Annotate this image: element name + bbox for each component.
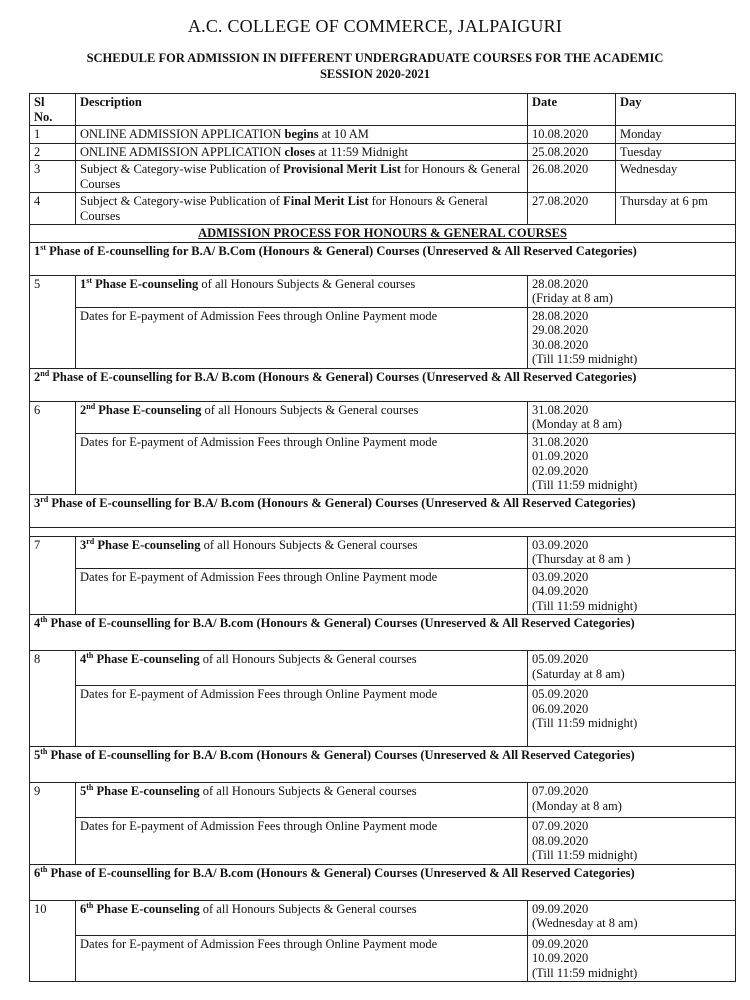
table-row xyxy=(30,568,736,615)
phase-heading-row xyxy=(30,864,736,900)
row-date: 10.08.2020 xyxy=(528,126,616,144)
phase-heading xyxy=(30,747,736,783)
counsel-description xyxy=(76,401,528,433)
phase-ordinal-suffix: st xyxy=(40,242,47,252)
payment-date-cell xyxy=(528,935,736,982)
counsel-bold: Phase E-counseling xyxy=(93,652,200,666)
counsel-day: (Wednesday at 8 am) xyxy=(532,916,638,930)
counsel-day: (Friday at 8 am) xyxy=(532,291,613,305)
counsel-ordinal: 6 xyxy=(80,901,87,916)
payment-date-cell xyxy=(528,568,736,615)
counsel-bold: Phase E-counseling xyxy=(94,537,201,552)
counsel-bold: Phase E-counseling xyxy=(92,276,199,291)
counsel-description xyxy=(76,536,528,568)
phase-ordinal-suffix: rd xyxy=(40,494,49,504)
table-row xyxy=(30,686,736,747)
phase-ordinal: 6 xyxy=(34,865,41,880)
payment-date: 07.09.2020 xyxy=(532,819,589,833)
spacer-row xyxy=(30,527,736,536)
col-header-sl-line2: No. xyxy=(34,109,53,124)
payment-date: 10.09.2020 xyxy=(532,951,589,965)
row-sl: 2 xyxy=(30,143,76,161)
row-sl: 6 xyxy=(30,401,76,494)
counsel-ordinal: 5 xyxy=(80,784,87,798)
subtitle-line-2: SESSION 2020-2021 xyxy=(319,67,431,81)
payment-date: 02.09.2020 xyxy=(532,463,589,478)
payment-description: Dates for E-payment of Admission Fees through Online Payment mode xyxy=(76,433,528,494)
phase-heading-row xyxy=(30,747,736,783)
table-row xyxy=(30,651,736,686)
counsel-date: 07.09.2020 xyxy=(532,784,589,798)
counsel-date: 05.09.2020 xyxy=(532,652,589,666)
phase-heading-text: Phase of E-counselling for B.A/ B.com (Honours & General) Courses (Unreserved & All Reserved Categories) xyxy=(49,369,637,384)
phase-heading-row xyxy=(30,494,736,527)
desc-text: Subject & Category-wise Publication of xyxy=(80,194,284,208)
table-header-row xyxy=(30,94,736,126)
counsel-ordinal-suffix: nd xyxy=(86,401,96,411)
row-sl: 9 xyxy=(30,783,76,865)
payment-date: 05.09.2020 xyxy=(532,687,589,701)
payment-till: (Till 11:59 midnight) xyxy=(532,848,638,862)
table-row xyxy=(30,401,736,433)
desc-text: ONLINE ADMISSION APPLICATION xyxy=(80,144,285,159)
counsel-ordinal-suffix: th xyxy=(86,782,94,792)
counsel-text: of all Honours Subjects & General courses xyxy=(199,784,417,798)
counsel-date-cell xyxy=(528,900,736,935)
phase-ordinal: 4 xyxy=(34,616,41,630)
payment-date: 29.08.2020 xyxy=(532,323,589,337)
payment-description: Dates for E-payment of Admission Fees through Online Payment mode xyxy=(76,935,528,982)
phase-heading xyxy=(30,864,736,900)
col-header-day: Day xyxy=(616,94,736,126)
payment-description: Dates for E-payment of Admission Fees through Online Payment mode xyxy=(76,686,528,747)
col-header-sl xyxy=(30,94,76,126)
counsel-date: 03.09.2020 xyxy=(532,537,589,552)
counsel-day: (Monday at 8 am) xyxy=(532,798,622,813)
counsel-ordinal: 2 xyxy=(80,402,87,417)
table-row xyxy=(30,143,736,161)
counsel-ordinal-suffix: th xyxy=(86,900,94,910)
counsel-day: (Saturday at 8 am) xyxy=(532,666,625,681)
counsel-date-cell xyxy=(528,783,736,818)
table-row xyxy=(30,193,736,225)
subtitle-line-1: SCHEDULE FOR ADMISSION IN DIFFERENT UNDERGRADUATE COURSES FOR THE ACADEMIC xyxy=(86,51,664,65)
phase-heading-text: Phase of E-counselling for B.A/ B.Com (Honours & General) Courses (Unreserved & All Reserved Categories) xyxy=(46,243,637,258)
phase-ordinal-suffix: th xyxy=(40,864,48,874)
payment-date-cell xyxy=(528,307,736,368)
phase-heading-text: Phase of E-counselling for B.A/ B.com (Honours & General) Courses (Unreserved & All Reserved Categories) xyxy=(47,616,635,630)
payment-till: (Till 11:59 midnight) xyxy=(532,352,638,366)
payment-till: (Till 11:59 midnight) xyxy=(532,478,638,492)
desc-text: ONLINE ADMISSION APPLICATION xyxy=(80,127,285,141)
phase-ordinal-suffix: nd xyxy=(40,368,50,378)
counsel-date-cell xyxy=(528,275,736,307)
phase-heading xyxy=(30,615,736,651)
table-row xyxy=(30,307,736,368)
payment-description: Dates for E-payment of Admission Fees through Online Payment mode xyxy=(76,307,528,368)
payment-description: Dates for E-payment of Admission Fees through Online Payment mode xyxy=(76,568,528,615)
counsel-bold: Phase E-counseling xyxy=(93,901,200,916)
phase-ordinal: 5 xyxy=(34,748,41,762)
row-sl: 7 xyxy=(30,536,76,615)
payment-date: 30.08.2020 xyxy=(532,337,589,352)
col-header-date: Date xyxy=(528,94,616,126)
spacer-cell xyxy=(30,527,736,536)
table-row xyxy=(30,433,736,494)
row-day: Monday xyxy=(616,126,736,144)
payment-till: (Till 11:59 midnight) xyxy=(532,598,638,613)
payment-date: 03.09.2020 xyxy=(532,569,589,584)
row-day: Thursday at 6 pm xyxy=(616,193,736,225)
table-row xyxy=(30,161,736,193)
row-date: 27.08.2020 xyxy=(528,193,616,225)
counsel-date: 31.08.2020 xyxy=(532,402,589,417)
counsel-date: 28.08.2020 xyxy=(532,276,589,291)
row-sl: 8 xyxy=(30,651,76,747)
row-description xyxy=(76,126,528,144)
row-sl: 4 xyxy=(30,193,76,225)
payment-date: 08.09.2020 xyxy=(532,833,589,848)
desc-text: for Honours & General Courses xyxy=(80,194,488,223)
counsel-description xyxy=(76,900,528,935)
counsel-text: of all Honours Subjects & General courses xyxy=(199,901,417,916)
desc-text: Subject & Category-wise Publication of xyxy=(80,162,284,176)
phase-ordinal: 3 xyxy=(34,495,41,510)
phase-heading-text: Phase of E-counselling for B.A/ B.com (Honours & General) Courses (Unreserved & All Reserved Categories) xyxy=(47,748,635,762)
phase-ordinal: 2 xyxy=(34,369,41,384)
counsel-date-cell xyxy=(528,401,736,433)
payment-date-cell xyxy=(528,818,736,865)
counsel-bold: Phase E-counseling xyxy=(95,402,202,417)
desc-text: at 10 AM xyxy=(318,127,369,141)
desc-bold: begins xyxy=(284,127,319,141)
counsel-bold: Phase E-counseling xyxy=(93,784,200,798)
table-row xyxy=(30,536,736,568)
row-description xyxy=(76,143,528,161)
phase-heading xyxy=(30,368,736,401)
counsel-description xyxy=(76,651,528,686)
table-row xyxy=(30,126,736,144)
phase-ordinal-suffix: th xyxy=(40,614,48,624)
phase-ordinal: 1 xyxy=(34,243,41,258)
row-sl: 3 xyxy=(30,161,76,193)
counsel-ordinal: 4 xyxy=(80,652,87,666)
phase-heading xyxy=(30,494,736,527)
row-day: Tuesday xyxy=(616,143,736,161)
counsel-day: (Monday at 8 am) xyxy=(532,417,622,431)
table-row xyxy=(30,818,736,865)
counsel-ordinal: 1 xyxy=(80,276,87,291)
phase-ordinal-suffix: th xyxy=(40,746,48,756)
phase-heading-text: Phase of E-counselling for B.A/ B.com (Honours & General) Courses (Unreserved & All Reserved Categories) xyxy=(48,495,636,510)
row-description xyxy=(76,161,528,193)
payment-date-cell xyxy=(528,686,736,747)
counsel-day: (Thursday at 8 am ) xyxy=(532,552,631,566)
counsel-ordinal-suffix: st xyxy=(86,275,93,285)
counsel-ordinal-suffix: th xyxy=(86,650,94,660)
phase-heading xyxy=(30,242,736,275)
row-date: 26.08.2020 xyxy=(528,161,616,193)
row-description xyxy=(76,193,528,225)
phase-heading-row xyxy=(30,615,736,651)
payment-description: Dates for E-payment of Admission Fees through Online Payment mode xyxy=(76,818,528,865)
process-heading: ADMISSION PROCESS FOR HONOURS & GENERAL COURSES xyxy=(30,225,736,243)
payment-date-cell xyxy=(528,433,736,494)
payment-date: 09.09.2020 xyxy=(532,936,589,951)
phase-heading-row xyxy=(30,368,736,401)
col-header-sl-line1: Sl xyxy=(34,95,45,109)
counsel-text: of all Honours Subjects & General courses xyxy=(201,402,419,417)
page-title: A.C. COLLEGE OF COMMERCE, JALPAIGURI xyxy=(187,16,563,36)
counsel-text: of all Honours Subjects & General courses xyxy=(198,276,416,291)
counsel-text: of all Honours Subjects & General courses xyxy=(199,652,417,666)
phase-heading-text: Phase of E-counselling for B.A/ B.com (Honours & General) Courses (Unreserved & All Reserved Categories) xyxy=(47,865,635,880)
payment-date: 28.08.2020 xyxy=(532,308,589,323)
counsel-date-cell xyxy=(528,651,736,686)
desc-bold: Final Merit List xyxy=(283,194,369,208)
row-sl: 1 xyxy=(30,126,76,144)
desc-bold: Provisional Merit List xyxy=(283,162,401,176)
payment-till: (Till 11:59 midnight) xyxy=(532,965,638,980)
table-row xyxy=(30,900,736,935)
phase-heading-row xyxy=(30,242,736,275)
counsel-description xyxy=(76,275,528,307)
counsel-ordinal: 3 xyxy=(80,537,87,552)
counsel-text: of all Honours Subjects & General courses xyxy=(200,537,418,552)
payment-date: 31.08.2020 xyxy=(532,434,589,449)
desc-bold: closes xyxy=(284,144,316,159)
counsel-date-cell xyxy=(528,536,736,568)
table-row xyxy=(30,783,736,818)
payment-date: 01.09.2020 xyxy=(532,449,589,463)
table-row xyxy=(30,935,736,982)
counsel-description xyxy=(76,783,528,818)
admission-schedule-table xyxy=(29,93,736,982)
row-day: Wednesday xyxy=(616,161,736,193)
process-heading-row xyxy=(30,225,736,243)
schedule-subtitle xyxy=(40,50,710,82)
row-sl: 10 xyxy=(30,900,76,982)
payment-date: 06.09.2020 xyxy=(532,701,589,716)
row-date: 25.08.2020 xyxy=(528,143,616,161)
table-row xyxy=(30,275,736,307)
desc-text: for Honours & General Courses xyxy=(80,162,521,191)
desc-text: at 11:59 Midnight xyxy=(315,144,409,159)
col-header-description: Description xyxy=(76,94,528,126)
payment-date: 04.09.2020 xyxy=(532,584,589,598)
row-sl: 5 xyxy=(30,275,76,368)
counsel-ordinal-suffix: rd xyxy=(86,536,95,546)
counsel-date: 09.09.2020 xyxy=(532,901,589,916)
payment-till: (Till 11:59 midnight) xyxy=(532,716,638,730)
